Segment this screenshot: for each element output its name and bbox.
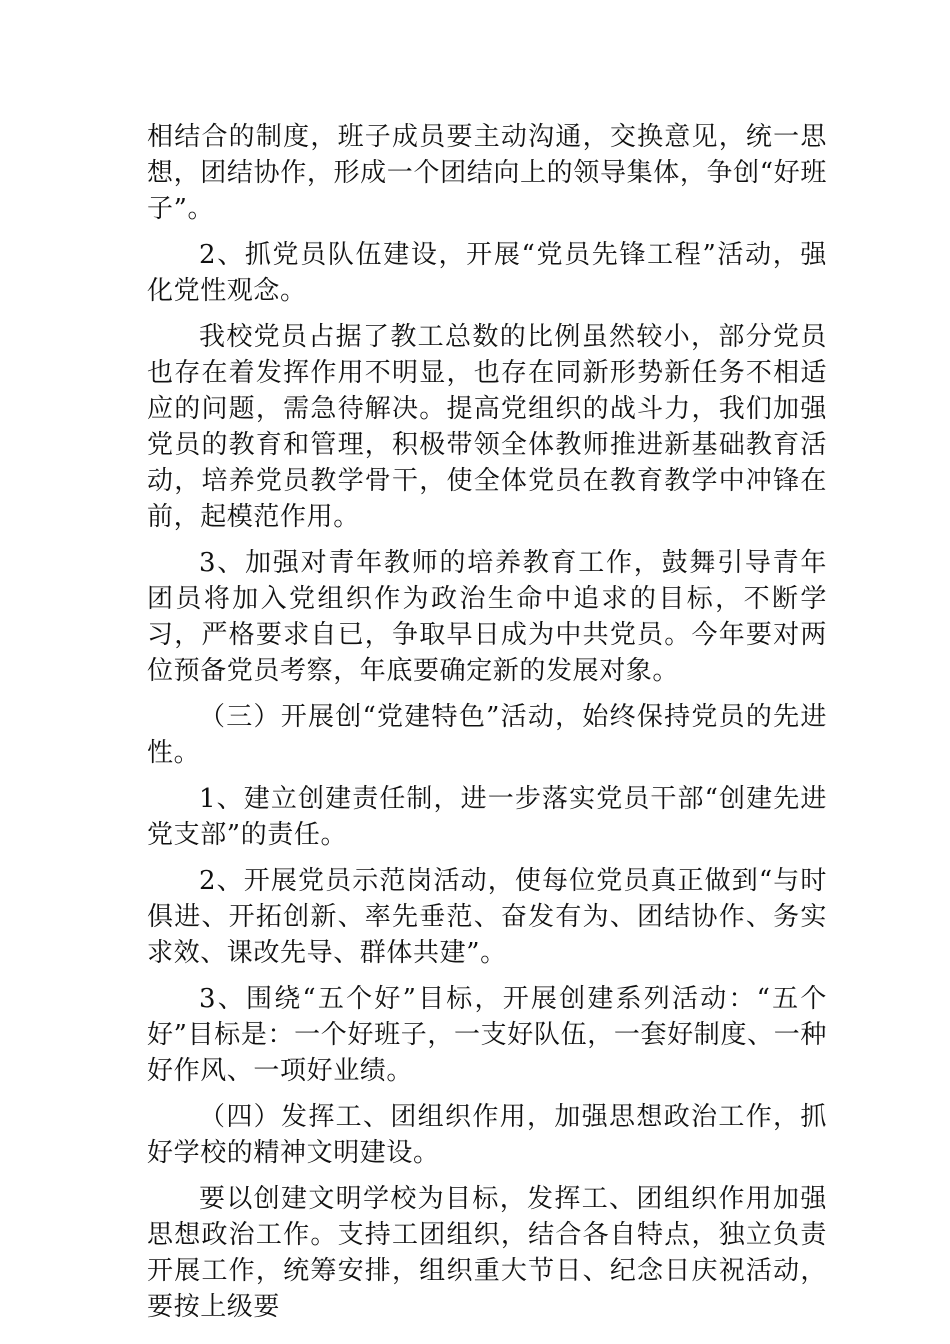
section-heading-3: （三）开展创“党建特色”活动，始终保持党员的先进性。 <box>147 702 827 768</box>
paragraph-item-3-five-goods: 3、围绕“五个好”目标，开展创建系列活动：“五个好”目标是：一个好班子，一支好队伍，一套好制度、一种好作风、一项好业绩。 <box>147 984 827 1086</box>
paragraph-party-member-status: 我校党员占据了教工总数的比例虽然较小，部分党员也存在着发挥作用不明显，也存在同新形势新任务不相适应的问题，需急待解决。提高党组织的战斗力，我们加强党员的教育和管理，积极带领全体教师推进新基础教育活动，培养党员教学骨干，使全体党员在教育教学中冲锋在前，起模范作用。 <box>147 322 827 532</box>
paragraph-continuation: 相结合的制度，班子成员要主动沟通，交换意见，统一思想，团结协作，形成一个团结向上的领导集体，争创“好班子”。 <box>147 122 827 224</box>
paragraph-item-2-party-members: 2、抓党员队伍建设，开展“党员先锋工程”活动，强化党性观念。 <box>147 240 827 306</box>
document-body <box>147 119 827 1335</box>
paragraph-item-3-young-teachers: 3、加强对青年教师的培养教育工作，鼓舞引导青年团员将加入党组织作为政治生命中追求的目标，不断学习，严格要求自已，争取早日成为中共党员。今年要对两位预备党员考察，年底要确定新的发展对象。 <box>147 548 827 686</box>
section-heading-4: （四）发挥工、团组织作用，加强思想政治工作，抓好学校的精神文明建设。 <box>147 1102 827 1168</box>
paragraph-item-2-model-posts: 2、开展党员示范岗活动，使每位党员真正做到“与时俱进、开拓创新、率先垂范、奋发有为、团结协作、务实求效、课改先导、群体共建”。 <box>147 866 827 968</box>
paragraph-item-1-responsibility: 1、建立创建责任制，进一步落实党员干部“创建先进党支部”的责任。 <box>147 784 827 850</box>
paragraph-civilization-building: 要以创建文明学校为目标，发挥工、团组织作用加强思想政治工作。支持工团组织，结合各自特点，独立负责开展工作，统筹安排，组织重大节日、纪念日庆祝活动，要按上级要 <box>147 1184 827 1322</box>
